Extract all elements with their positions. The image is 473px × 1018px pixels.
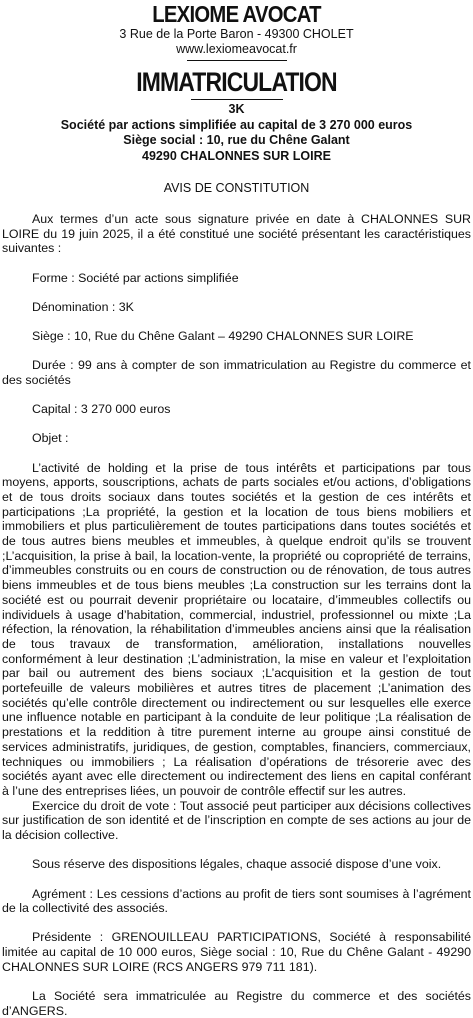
paragraph-siege: Siège : 10, Rue du Chêne Galant – 49290 CHALONNES SUR LOIRE: [32, 329, 414, 344]
paragraph-denomination: Dénomination : 3K: [32, 299, 134, 314]
paragraph-objet: L’activité de holding et la prise de tous intérêts et participations par tous moyens, apports, souscriptions, achats de parts sociales et/ou actions, d’obligations et de tous droits sociaux dans toutes sociétés et la gestion de ces intérêts et participations ;La propriété, la gestion et la location de tous biens mobiliers et immobiliers et plus particulièrement de toutes participations dans toutes sociétés et de tous autres biens meubles et immeubles, à quelque endroit qu’ils se trouvent ;L’acquisition, la prise à bail, la location-vente, la propriété ou copropriété de terrains, d’immeubles construits ou en cours de construction ou de rénovation, de tous autres biens immeubles et de tous biens meubles ;La construction sur les terrains dont la société est ou pourrait devenir propriétaire ou locataire, d’immeubles collectifs ou individuels à usage d’habitation, commercial, industriel, professionnel ou mixte ;La réfection, la rénovation, la réhabilitation d’immeubles anciens ainsi que la réalisation de tous travaux de transformation, amélioration, installations nouvelles conformément à leur destination ;L’administration, la mise en valeur et l’exploitation par bail ou autrement des biens sociaux ;L’acquisition et la gestion de tout portefeuille de valeurs mobilières et autres titres de placement ;L’animation des sociétés qu’elle contrôle directement ou indirectement ou sur lesquelles elle exerce une influence notable en participant à la conduite de leur politique ;La réalisation de prestations et la reddition à titre purement interne au groupe ainsi constitué de services administratifs, juridiques, de gestion, comptables, financiers, commerciaux, techniques ou immobiliers ; La réalisation d’opérations de trésorerie avec des sociétés ayant avec elle directement ou indirectement des liens en capital conférant à l’une des entreprises liées, un pouvoir de contrôle effectif sur les autres.: [2, 460, 471, 798]
paragraph-agrement: Agrément : Les cessions d’actions au profit de tiers sont soumises à l’agrément de la collectivité des associés.: [2, 886, 471, 916]
paragraph-presidente: Présidente : GRENOUILLEAU PARTICIPATIONS, Société à responsabilité limitée au capital de 10 000 euros, Siège social : 10, Rue du Chêne Galant - 49290 CHALONNES SUR LOIRE (RCS ANGERS 979 711 181).: [2, 930, 471, 974]
section-header: [2, 67, 471, 100]
section-title: IMMATRICULATION: [136, 67, 337, 97]
company-seat: Siège social : 10, rue du Chêne Galant: [123, 133, 350, 147]
firm-website: www.lexiomeavocat.fr: [176, 42, 297, 56]
paragraph-capital: Capital : 3 270 000 euros: [32, 402, 171, 417]
firm-header: [2, 1, 471, 61]
header-divider: [187, 60, 287, 61]
paragraph-duree: Durée : 99 ans à compter de son immatriculation au Registre du commerce et des sociétés: [2, 358, 471, 387]
firm-name: LEXIOME AVOCAT: [152, 1, 321, 27]
notice-body: [2, 212, 471, 1018]
legal-notice: [0, 1, 473, 1018]
firm-address: 3 Rue de la Porte Baron - 49300 CHOLET: [119, 27, 354, 41]
paragraph-immatriculation: La Société sera immatriculée au Registre du commerce et des sociétés d’ANGERS.: [2, 989, 471, 1018]
company-block: [2, 102, 471, 164]
section-divider: [191, 99, 283, 100]
company-capital: Société par actions simplifiée au capital de 3 270 000 euros: [60, 117, 413, 132]
company-city: 49290 CHALONNES SUR LOIRE: [142, 148, 331, 163]
paragraph-reserve: Sous réserve des dispositions légales, chaque associé dispose d’une voix.: [32, 857, 442, 872]
notice-title: AVIS DE CONSTITUTION: [163, 181, 310, 195]
paragraph-intro: Aux termes d’un acte sous signature privée en date à CHALONNES SUR LOIRE du 19 juin 2025, il a été constitué une société présentant les caractéristiques suivantes :: [2, 212, 471, 256]
company-name: 3K: [228, 102, 245, 116]
paragraph-forme: Forme : Société par actions simplifiée: [32, 270, 239, 285]
paragraph-objet-label: Objet :: [32, 431, 69, 446]
paragraph-vote: Exercice du droit de vote : Tout associé peut participer aux décisions collectives sur justification de son identité et de l’inscription en compte de ses actions au jour de la décision collective.: [2, 798, 471, 843]
